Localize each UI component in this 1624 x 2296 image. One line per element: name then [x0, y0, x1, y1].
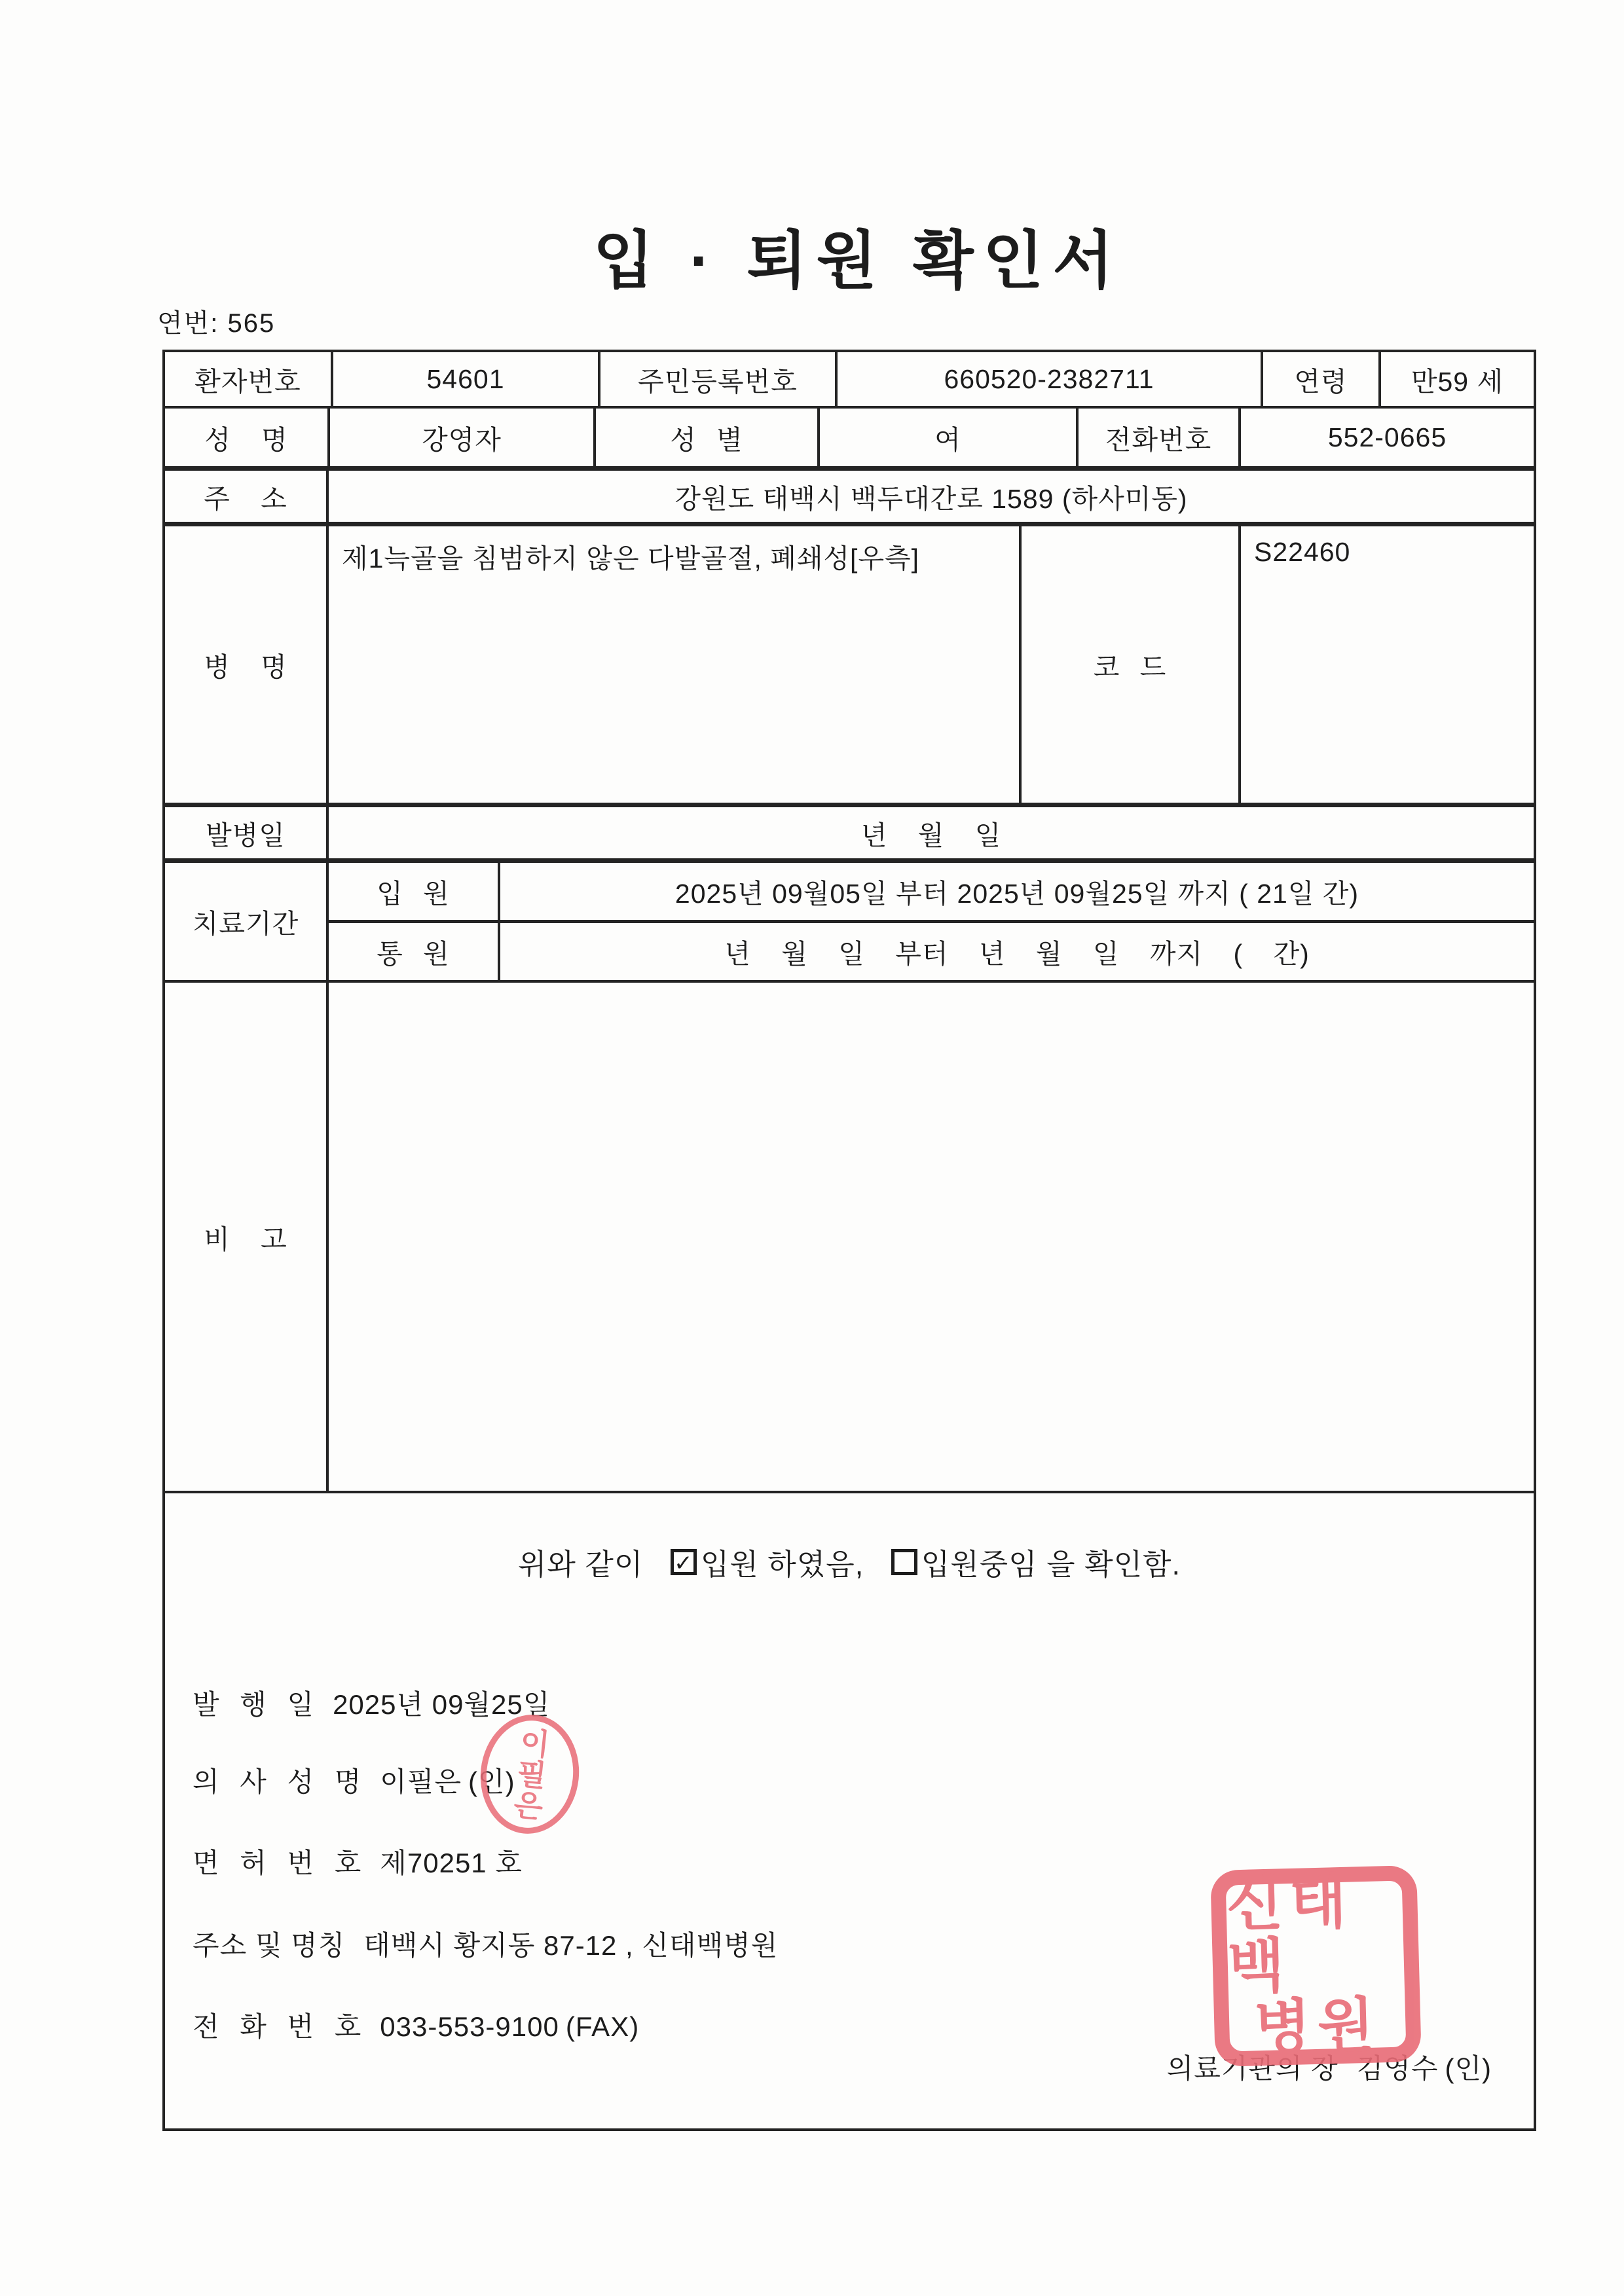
table-row: [165, 807, 1534, 863]
hospital-seal-stamp: [1210, 1865, 1422, 2067]
remarks-value: [329, 983, 1534, 1491]
telephone-label: 전 화 번 호: [193, 2011, 362, 2042]
code-value: S22460: [1254, 537, 1351, 567]
inpatient-row: [329, 863, 1534, 923]
sex-value: 여: [820, 409, 1079, 466]
age-label: 연령: [1263, 352, 1381, 406]
license-number-value: 제70251 호: [380, 1848, 523, 1878]
table-row: [165, 1493, 1534, 2128]
table-row: [165, 471, 1534, 526]
doctor-seal-mark: (인): [468, 1766, 515, 1797]
inpatient-value: 2025년 09월05일 부터 2025년 09월25일 까지 ( 21일 간): [674, 879, 1359, 909]
name-label: 성 명: [165, 409, 330, 466]
doctor-name-line: [193, 1760, 515, 1800]
admitted-checkbox-checked[interactable]: ✓: [671, 1549, 697, 1575]
org-address-label: 주소 및 명칭: [193, 1930, 346, 1961]
rrn-value: 660520-2382711: [838, 352, 1263, 406]
director-label: 의료기관의 장: [1166, 2053, 1338, 2084]
phone-label: 전화번호: [1079, 409, 1241, 466]
treatment-period-group: [329, 863, 1534, 980]
confirmation-line: [165, 1540, 1534, 1583]
onset-label: 발병일: [165, 807, 329, 858]
disease-label: 병 명: [165, 526, 329, 803]
footer-section: [165, 1493, 1534, 2128]
sex-label: 성 별: [596, 409, 820, 466]
table-row: [165, 983, 1534, 1493]
confirmation-prefix: 위와 같이: [517, 1548, 644, 1581]
serial-number: 연번: 565: [157, 309, 276, 338]
outpatient-row: [329, 923, 1534, 980]
director-seal-mark: (인): [1445, 2053, 1492, 2084]
table-row: [165, 526, 1534, 807]
confirmation-unchecked-label: 입원중임: [921, 1548, 1038, 1581]
fax-note: (FAX): [565, 2011, 640, 2042]
patient-number-value: 54601: [333, 352, 600, 406]
page-title: 입 · 퇴원 확인서: [593, 226, 1123, 296]
table-row: [165, 863, 1534, 983]
name-value: 강영자: [330, 409, 596, 466]
org-address-line: [193, 1924, 778, 1963]
telephone-value: 033-553-9100: [380, 2011, 559, 2042]
doctor-name-value: 이필은: [380, 1766, 462, 1797]
address-value: 강원도 태백시 백두대간로 1589 (하사미동): [674, 483, 1188, 514]
patient-number-label: 환자번호: [165, 352, 333, 406]
license-number-label: 면 허 번 호: [193, 1848, 362, 1878]
age-value: 만59 세: [1411, 366, 1504, 397]
doctor-name-label: 의 사 성 명: [193, 1766, 362, 1797]
outpatient-label: 통 원: [329, 923, 500, 980]
confirmation-checked-label: 입원 하였음,: [700, 1548, 864, 1581]
remarks-label: 비 고: [165, 983, 329, 1491]
issue-date-label: 발 행 일: [193, 1689, 315, 1720]
address-label: 주 소: [165, 471, 329, 522]
phone-value: 552-0665: [1327, 422, 1447, 452]
outpatient-value: 년 월 일 부터 년 월 일 까지 ( 간): [724, 939, 1310, 969]
doctor-stamp: [475, 1710, 585, 1839]
info-table: [162, 350, 1536, 2131]
onset-value: 년 월 일: [860, 820, 1002, 850]
table-row: [165, 409, 1534, 471]
in-hospital-checkbox-empty[interactable]: [891, 1549, 917, 1575]
inpatient-label: 입 원: [329, 863, 500, 920]
director-name: 김영수: [1356, 2053, 1439, 2084]
hospital-stamp-line1: 신태백: [1225, 1870, 1354, 2001]
rrn-label: 주민등록번호: [600, 352, 838, 406]
hospital-stamp-line2: 병원: [1253, 1993, 1382, 2062]
license-number-line: [193, 1842, 523, 1881]
doctor-stamp-text: 이필은: [507, 1725, 552, 1823]
issue-date-value: 2025년 09월25일: [333, 1689, 551, 1720]
issue-date-line: [193, 1683, 550, 1722]
table-row: [165, 352, 1534, 409]
confirmation-suffix: 을 확인함.: [1046, 1548, 1181, 1581]
code-label: 코 드: [1022, 526, 1241, 803]
disease-value: 제1늑골을 침범하지 않은 다발골절, 폐쇄성[우측]: [329, 526, 1022, 803]
org-address-value: 태백시 황지동 87-12 , 신태백병원: [363, 1930, 779, 1961]
treatment-period-label: 치료기간: [165, 863, 329, 980]
telephone-line: [193, 2005, 639, 2045]
